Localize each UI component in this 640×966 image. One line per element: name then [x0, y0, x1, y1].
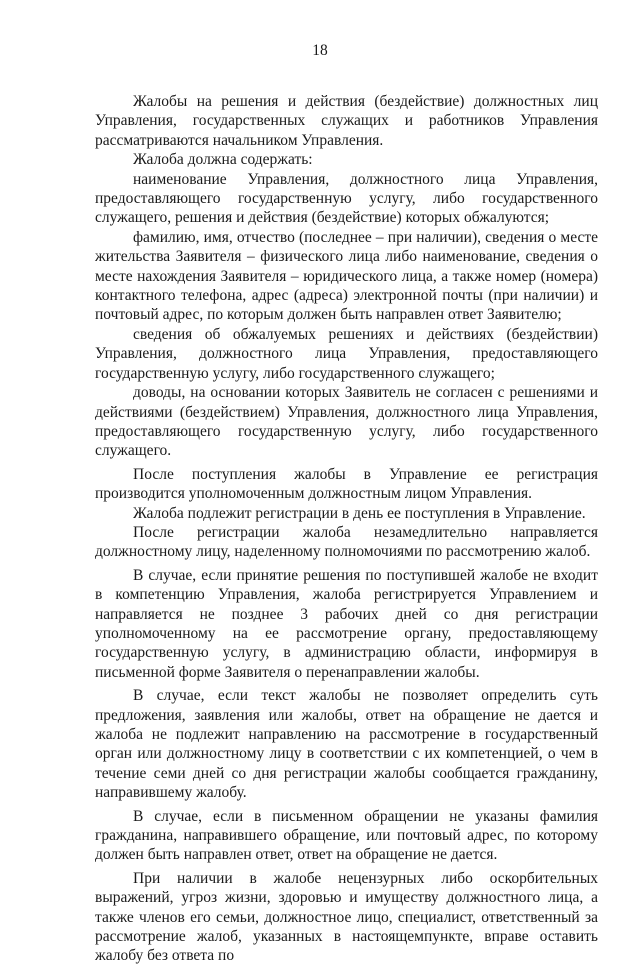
- document-body: [95, 92, 598, 966]
- paragraph-complaints-review: Жалобы на решения и действия (бездействие) должностных лиц Управления, государственных служащих и работников Управления рассматриваются начальником Управления.: [95, 93, 598, 149]
- paragraph-redirect-competence: В случае, если принятие решения по поступившей жалобе не входит в компетенцию Управления, жалоба регистрируется Управлением и направляется не позднее 3 рабочих дней со дня регистрации уполномоченному на ее рассмотрение органу, предоставляющему государственную услугу, в администрацию области, информируя в письменной форме Заявителя о перенаправлении жалобы.: [95, 566, 598, 681]
- paragraph-unclear-text: В случае, если текст жалобы не позволяет определить суть предложения, заявления или жалобы, ответ на обращение не дается и жалоба не подлежит направлению на рассмотрение в государственный орган или должностному лицу в соответствии с их компетенцией, о чем в течение семи дней со дня регистрации жалобы сообщается гражданину, направившему жалобу.: [95, 687, 598, 802]
- paragraph-offensive-language: При наличии в жалобе нецензурных либо оскорбительных выражений, угроз жизни, здоровью и имуществу должностного лица, а также членов его семьи, должностное лицо, специалист, ответственный за рассмотрение жалоб, указанных в настоящемпункте, вправе оставить жалобу без ответа по: [95, 869, 598, 965]
- paragraph-registration: После поступления жалобы в Управление ее регистрация производится уполномоченным должностным лицом Управления.: [95, 465, 598, 503]
- paragraph-item-applicant-info: фамилию, имя, отчество (последнее – при наличии), сведения о месте жительства Заявителя – физического лица либо наименование, сведения о месте нахождения Заявителя – юридического лица, а также номер (номера) контактного телефона, адрес (адреса) электронной почты (при наличии) и почтовый адрес, по которым должен быть направлен ответ Заявителю;: [95, 228, 598, 324]
- paragraph-complaint-contents: Жалоба должна содержать:: [133, 151, 313, 169]
- paragraph-missing-name: В случае, если в письменном обращении не указаны фамилия гражданина, направившего обращение, или почтовый адрес, по которому должен быть направлен ответ, ответ на обращение не дается.: [95, 807, 598, 864]
- page-number: 18: [312, 42, 328, 59]
- paragraph-forwarding: После регистрации жалоба незамедлительно направляется должностному лицу, наделенному полномочиями по рассмотрению жалоб.: [95, 523, 598, 561]
- paragraph-item-arguments: доводы, на основании которых Заявитель не согласен с решениями и действиями (бездействием) Управления, должностного лица Управления, предоставляющего государственную услугу, либо государственного служащего.: [95, 384, 598, 460]
- paragraph-item-appealed-decisions: сведения об обжалуемых решениях и действиях (бездействии) Управления, должностного лица Управления, предоставляющего государственную услугу, либо государственного служащего;: [95, 325, 598, 382]
- paragraph-item-name: наименование Управления, должностного лица Управления, предоставляющего государственную услугу, либо государственного служащего, решения и действия (бездействие) которых обжалуются;: [95, 170, 598, 227]
- paragraph-registration-day: Жалоба подлежит регистрации в день ее поступления в Управление.: [133, 504, 586, 522]
